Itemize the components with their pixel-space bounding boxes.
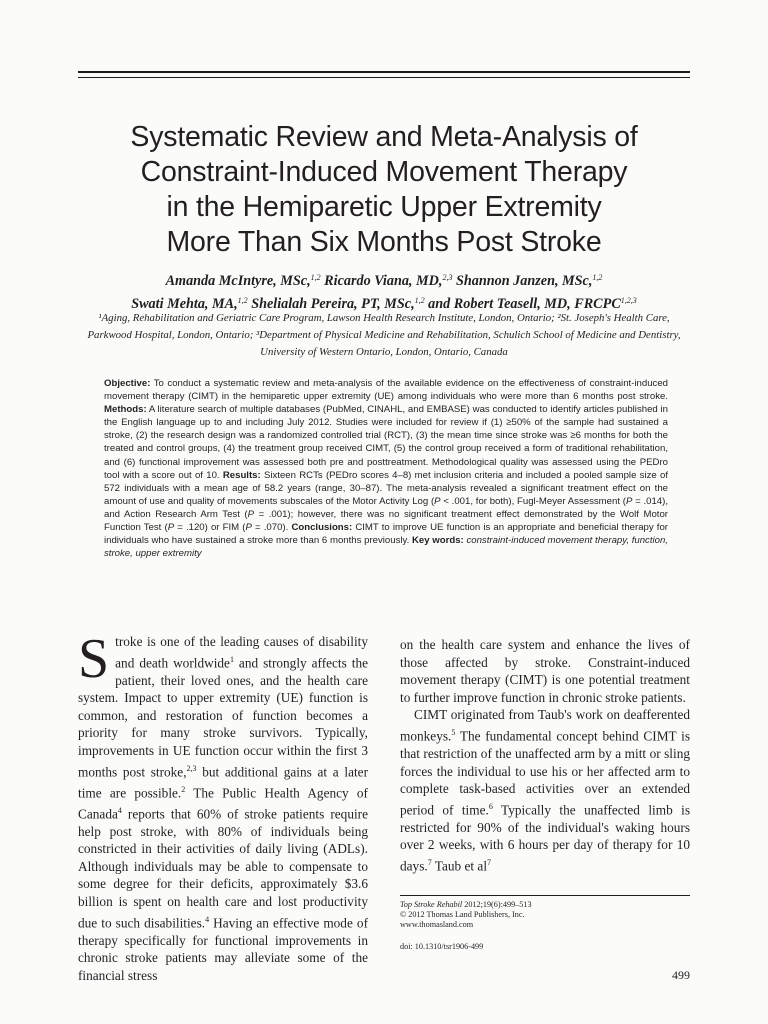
reference-sup: 2,3 bbox=[186, 763, 197, 773]
author-name: Ricardo Viana, MD, bbox=[320, 273, 443, 289]
body-text: CIMT originated from Taub's work on deafferented monkeys. bbox=[400, 707, 690, 744]
author-affiliation-sup: 1,2 bbox=[237, 296, 248, 305]
author-line-1 bbox=[60, 268, 708, 291]
reference-sup: 4 bbox=[117, 805, 122, 815]
affiliation-line: Parkwood Hospital, London, Ontario; ³Department of Physical Medicine and Rehabilitation, Schulich School of Medicine and Dentistry, bbox=[87, 329, 681, 341]
abstract-results: = .120) or FIM ( bbox=[174, 522, 246, 534]
reference-sup: 1 bbox=[229, 654, 234, 664]
title-line: Systematic Review and Meta-Analysis of bbox=[130, 121, 638, 153]
body-text: The fundamental concept behind CIMT is that restriction of the unaffected arm by a mitt or sling forces the individual to use his or her affected arm to complete task-based activities over an extended period of time. bbox=[400, 728, 690, 818]
abstract-results: = .070). bbox=[251, 522, 292, 534]
body-column-left bbox=[78, 628, 369, 984]
abstract-results: Sixteen RCTs (PEDro scores 4–8) met inclusion criteria and included a pooled sample size of 572 individuals with a mean age of 58.2 years (range, 30–87). The meta-analysis revealed a significant treatment effect on the amount of use and quality of movements subscales of the Motor Activity Log ( bbox=[104, 469, 668, 507]
reference-sup: 7 bbox=[427, 857, 432, 867]
p-value-symbol: P bbox=[167, 522, 175, 534]
author-name: Amanda McIntyre, MSc, bbox=[165, 273, 311, 289]
footnote-rule bbox=[400, 895, 690, 896]
author-affiliation-sup: 1,2 bbox=[414, 296, 425, 305]
author-name: Shannon Janzen, MSc, bbox=[452, 273, 593, 289]
author-name: Swati Mehta, MA, bbox=[131, 296, 238, 312]
body-text: and strongly affects the patient, their loved ones, and the health care system. Impact to upper extremity (UE) function is common, and restoration of function becomes a priority for many stroke survivors. Typically, improvements in UE function occur within the first 3 months post stroke, bbox=[78, 655, 369, 779]
affiliation-line: ¹Aging, Rehabilitation and Geriatric Care Program, Lawson Health Research Institute, London, Ontario; ²St. Joseph's Health Care, bbox=[98, 312, 670, 324]
reference-sup: 4 bbox=[205, 914, 210, 924]
abstract-results-label: Results: bbox=[222, 469, 261, 481]
body-text: troke is one of the leading causes of disability and death worldwide bbox=[115, 634, 368, 671]
citation-line bbox=[400, 900, 690, 910]
title-line: Constraint-Induced Movement Therapy bbox=[140, 156, 628, 188]
reference-sup: 5 bbox=[451, 727, 456, 737]
p-value-symbol: P bbox=[434, 495, 441, 507]
body-column-right bbox=[400, 636, 690, 875]
article-title bbox=[60, 120, 708, 260]
affiliation-line: University of Western Ontario, London, Ontario, Canada bbox=[260, 346, 508, 358]
journal-name: Top Stroke Rehabil bbox=[400, 900, 463, 909]
abstract-methods-label: Methods: bbox=[104, 404, 147, 416]
publication-footnote bbox=[400, 900, 690, 952]
body-text: Typically the unaffected limb is restricted for 90% of the individual's waking hours over 2 weeks, with 6 hours per day of therapy for 10 days. bbox=[400, 802, 691, 874]
abstract-objective: To conduct a systematic review and meta-analysis of the available evidence on the effectiveness of constraint-induced movement therapy (CIMT) in the hemiparetic upper extremity (UE) among individuals who were more than 6 months post stroke. bbox=[104, 378, 668, 403]
body-paragraph: on the health care system and enhance the lives of those affected by stroke. Constraint-induced movement therapy (CIMT) is one potential treatment to further improve function in chronic stroke patients. bbox=[400, 637, 690, 705]
website-link[interactable]: www.thomasland.com bbox=[400, 920, 474, 929]
abstract-results: = .001); however, there was no significant treatment effect demonstrated by the Wolf Motor Function Test ( bbox=[104, 508, 668, 534]
body-text: reports that 60% of stroke patients require help post stroke, with 80% of individuals being constricted in their activities of daily living (ADLs). Although individuals may be able to compensate to some degree for their deficits, approximately $3.6 billion is spent on health care and lost productivity due to such disabilities. bbox=[78, 806, 368, 931]
author-affiliation-sup: 1,2 bbox=[310, 273, 321, 282]
doi-line: doi: 10.1310/tsr1906-499 bbox=[400, 942, 484, 951]
abstract bbox=[104, 377, 668, 560]
author-affiliation-sup: 1,2 bbox=[592, 273, 603, 282]
p-value-symbol: P bbox=[625, 495, 633, 507]
drop-cap: S bbox=[78, 628, 110, 690]
author-affiliation-sup: 1,2,3 bbox=[620, 296, 637, 305]
title-line: in the Hemiparetic Upper Extremity bbox=[166, 191, 602, 223]
author-affiliation-sup: 2,3 bbox=[442, 273, 453, 282]
abstract-objective-label: Objective: bbox=[104, 378, 151, 389]
header-rule-thick bbox=[78, 71, 690, 73]
reference-sup: 7 bbox=[487, 857, 492, 867]
p-value-symbol: P bbox=[245, 522, 252, 534]
author-name: Shelialah Pereira, PT, MSc, bbox=[247, 296, 415, 312]
body-text: The Public Health Agency of Canada bbox=[78, 785, 368, 822]
affiliations bbox=[84, 310, 684, 361]
body-text: but additional gains at a later time are possible. bbox=[78, 764, 369, 801]
abstract-conclusions: CIMT to improve UE function is an appropriate and beneficial therapy for individuals who have sustained a stroke more than 6 months previously. bbox=[104, 522, 669, 547]
keywords: constraint-induced movement therapy, function, stroke, upper extremity bbox=[104, 535, 668, 560]
abstract-results: < .001, for both), Fugl-Meyer Assessment ( bbox=[440, 495, 626, 507]
p-value-symbol: P bbox=[247, 508, 255, 520]
author-list bbox=[60, 268, 708, 314]
reference-sup: 6 bbox=[488, 801, 493, 811]
author-name: and Robert Teasell, MD, FRCPC bbox=[424, 296, 621, 312]
body-paragraph bbox=[400, 706, 690, 875]
body-text: Taub et al bbox=[431, 858, 488, 874]
body-text: Having an effective mode of therapy specifically for functional improvements in chronic stroke patients may alleviate some of the financial stress bbox=[78, 915, 369, 983]
abstract-conclusions-label: Conclusions: bbox=[291, 522, 353, 534]
copyright-line: © 2012 Thomas Land Publishers, Inc. bbox=[400, 910, 525, 919]
abstract-results: = .014), and Action Research Arm Test ( bbox=[104, 495, 669, 520]
abstract-methods: A literature search of multiple databases (PubMed, CINAHL, and EMBASE) was conducted to identify articles published in the English language up to and including July 2012. Studies were included for review if (1) ≥50% of the sample had sustained a stroke, (2) the research design was a randomized controlled trial (RCT), (3) the mean time since stroke was ≥6 months for both the treated and control groups, (4) the treatment group received CIMT, (5) the control group received a form of traditional rehabilitation, and (6) functional improvement was assessed both pre and posttreatment. Methodological quality was assessed using the PEDro tool with a score out of 10. bbox=[104, 404, 668, 481]
reference-sup: 2 bbox=[181, 784, 186, 794]
page-number: 499 bbox=[672, 968, 690, 982]
header-rule-thin bbox=[78, 77, 690, 78]
body-paragraph bbox=[78, 628, 369, 984]
title-line: More Than Six Months Post Stroke bbox=[166, 226, 602, 258]
keywords-label: Key words: bbox=[411, 535, 464, 547]
citation: 2012;19(6):499–513 bbox=[462, 900, 532, 909]
